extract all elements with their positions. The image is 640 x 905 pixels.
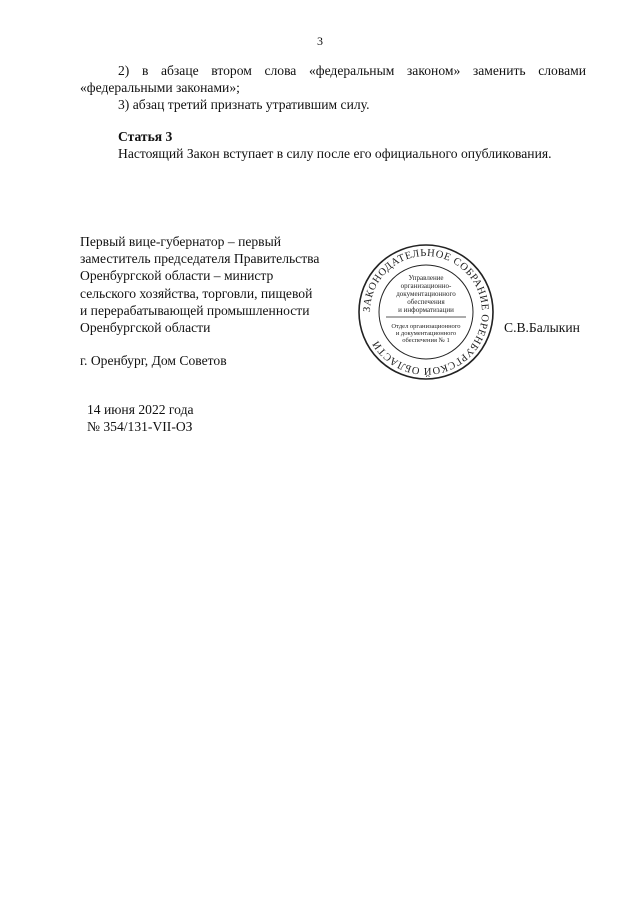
- seal-center-line: документационного: [396, 290, 456, 298]
- signatory-title-line: Оренбургской области: [80, 320, 211, 336]
- signatory-name: С.В.Балыкин: [504, 320, 580, 335]
- seal-bottom-line: Отдел организационного: [391, 323, 461, 330]
- page-number: 3: [317, 34, 323, 48]
- law-date: 14 июня 2022 года: [87, 402, 194, 417]
- law-number: № 354/131-VII-ОЗ: [87, 419, 193, 434]
- amendment-item-2-line1: 2) в абзаце втором слова «федеральным законом» заменить словами: [118, 63, 586, 78]
- amendment-item-3: 3) абзац третий признать утратившим силу.: [118, 97, 370, 112]
- amendment-item-2: [118, 62, 586, 79]
- seal-bottom-line: и документационного: [395, 330, 457, 337]
- signatory-title-line: сельского хозяйства, торговли, пищевой: [80, 285, 313, 301]
- seal-center-line: Управление: [408, 274, 444, 282]
- signing-place: г. Оренбург, Дом Советов: [80, 353, 227, 368]
- seal-ring-text: ЗАКОНОДАТЕЛЬНОЕ СОБРАНИЕ ОРЕНБУРГСКОЙ ОБЛАСТИ: [361, 247, 491, 377]
- signatory-title: [80, 233, 370, 336]
- signatory-title-line: Оренбургской области – министр: [80, 268, 274, 284]
- article-text: Настоящий Закон вступает в силу после его официального опубликования.: [118, 146, 552, 161]
- signatory-title-line: Первый вице-губернатор – первый: [80, 234, 281, 249]
- seal-center-line: организационно-: [400, 282, 452, 290]
- article-title: Статья 3: [118, 129, 173, 144]
- signatory-title-line: и перерабатывающей промышленности: [80, 302, 310, 318]
- seal-bottom-line: обеспечения № 1: [402, 337, 450, 344]
- seal-center-line: обеспечения: [407, 298, 445, 306]
- official-seal: [356, 242, 496, 382]
- amendment-item-2-line2: «федеральными законами»;: [80, 80, 240, 95]
- seal-center-line: и информатизации: [398, 306, 454, 314]
- signatory-title-line: заместитель председателя Правительства: [80, 251, 320, 267]
